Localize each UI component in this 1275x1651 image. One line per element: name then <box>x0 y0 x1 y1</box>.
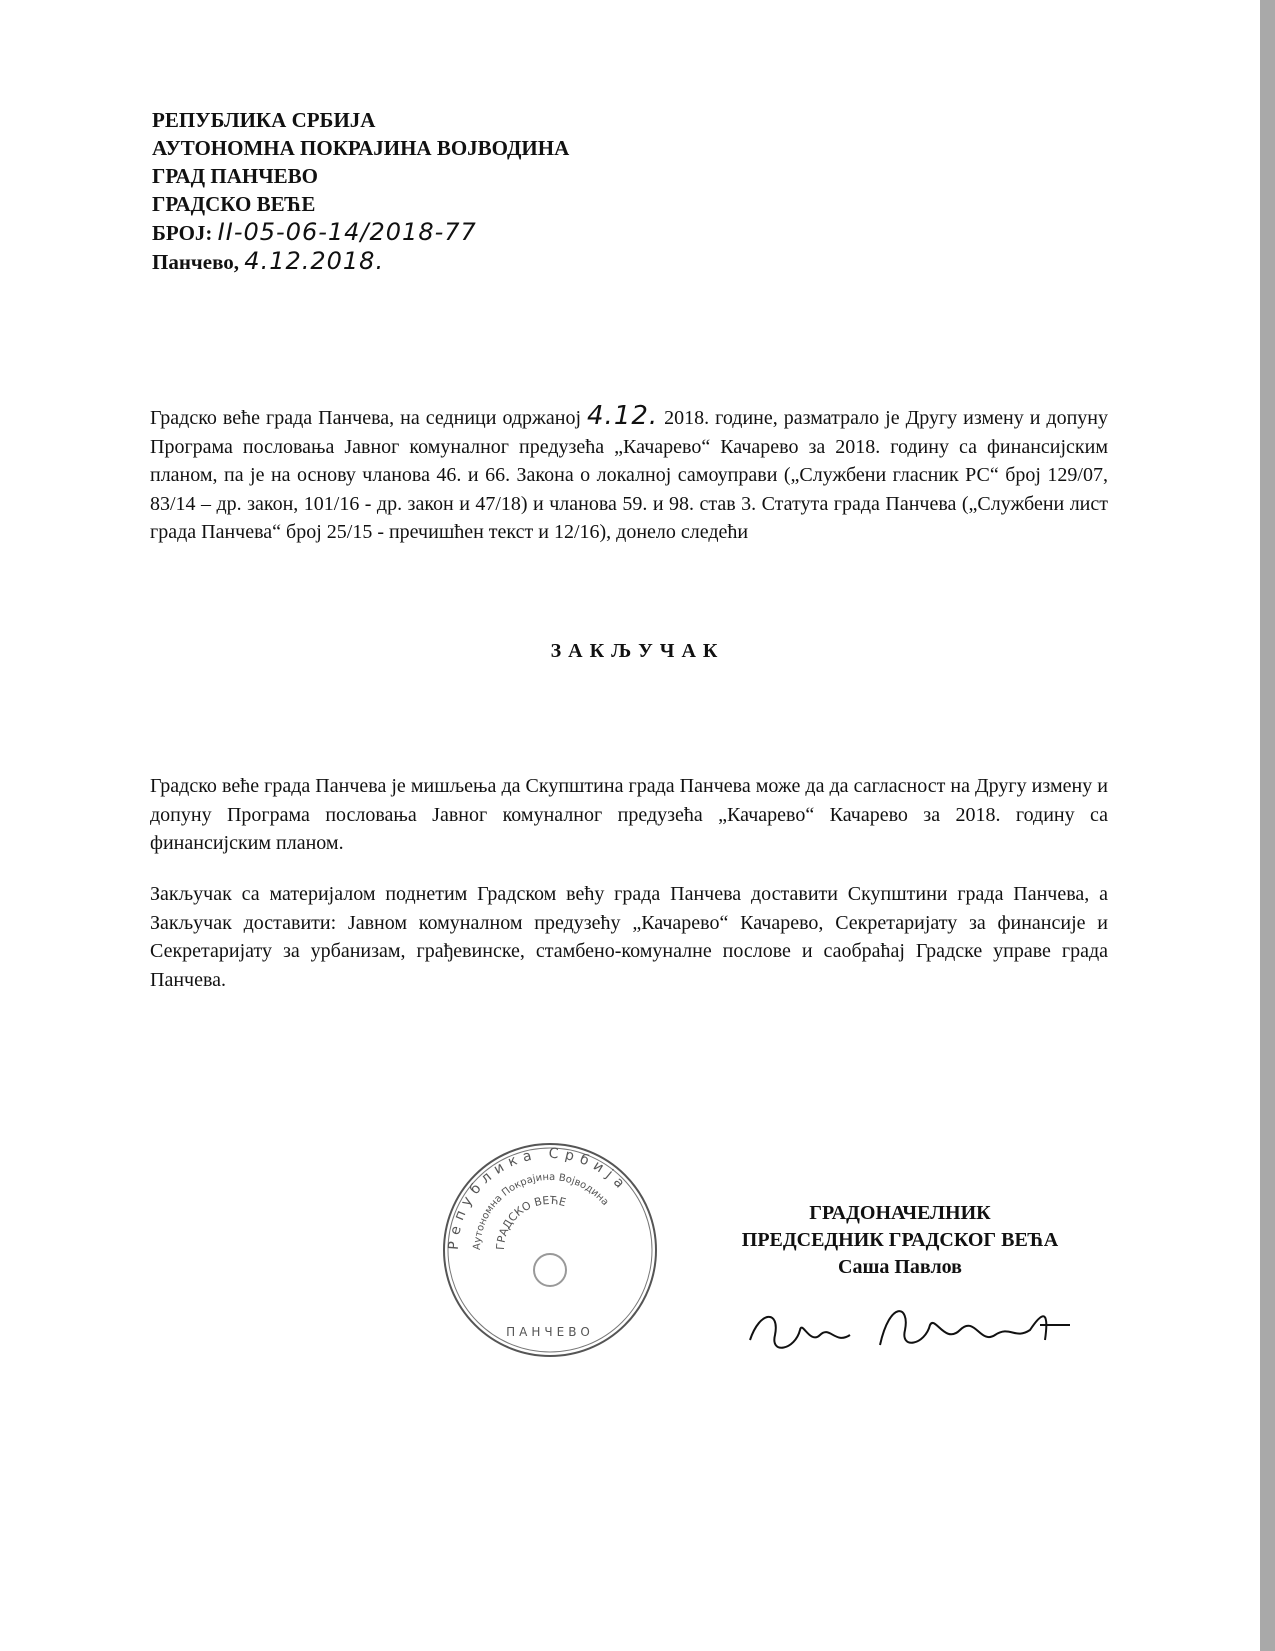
signature-block <box>700 1200 1100 1281</box>
body-paragraph: Градско веће града Панчева је мишљења да Скупштина града Панчева може да да сагласност на Другу измену и допуну Програма пословања Јавног комуналног предузећа „Качарево“ Качарево за 2018. годину са финансијским планом. <box>150 775 1108 854</box>
stamp-middle-text: Аутономна Покрајина Војводина <box>471 1171 611 1251</box>
header-line: ГРАДСКО ВЕЋЕ <box>152 192 316 216</box>
stamp-outer-text: Република Србија <box>445 1145 632 1251</box>
document-header <box>152 106 569 276</box>
intro-text: Градско веће града Панчева, на седници одржаној <box>150 407 588 429</box>
number-label: БРОЈ: <box>152 221 213 245</box>
document-title: ЗАКЉУЧАК <box>550 640 725 662</box>
header-line: ГРАД ПАНЧЕВО <box>152 164 318 188</box>
document-number <box>152 218 569 247</box>
signer-title: ПРЕДСЕДНИК ГРАДСКОГ ВЕЋА <box>741 1229 1059 1251</box>
session-date-handwritten: 4.12. <box>587 401 659 431</box>
official-stamp <box>440 1140 660 1360</box>
place-label: Панчево, <box>152 250 240 274</box>
scan-edge <box>1260 0 1275 1651</box>
stamp-emblem <box>534 1254 566 1286</box>
signer-name: Саша Павлов <box>838 1256 962 1278</box>
stamp-bottom-text: ПАНЧЕВО <box>506 1325 594 1339</box>
stamp-inner-text: ГРАДСКО ВЕЋЕ <box>493 1193 568 1251</box>
intro-paragraph <box>150 401 1108 547</box>
signer-title: ГРАДОНАЧЕЛНИК <box>809 1202 991 1224</box>
body-paragraph: Закључак са материјалом поднетим Градском већу града Панчева доставити Скупштини града Панчева, а Закључак доставити: Јавном комуналном предузећу „Качарево“ Качарево, Секретаријату за финансије и Секретаријату за урбанизам, грађевинске, стамбено-комуналне послове и саобраћај Градске управе града Панчева. <box>150 883 1108 991</box>
number-handwritten: II-05-06-14/2018-77 <box>217 218 477 246</box>
document-date <box>152 247 569 276</box>
header-line: РЕПУБЛИКА СРБИЈА <box>152 108 376 132</box>
intro-text: 2018. године, разматрало је Другу измену и допуну Програма пословања Јавног комуналног предузећа „Качарево“ Качарево за 2018. годину са финансијским планом, па је на основу чланова 46. и 66. Закона о локалној самоуправи („Службени гласник РС“ број 129/07, 83/14 – др. закон, 101/16 - др. закон и 47/18) и чланова 59. и 98. став 3. Статута града Панчева („Службени лист града Панчева“ број 25/15 - пречишћен текст и 12/16), донело следећи <box>150 407 1108 543</box>
handwritten-signature <box>740 1290 1100 1370</box>
header-line: АУТОНОМНА ПОКРАЈИНА ВОЈВОДИНА <box>152 136 570 160</box>
date-handwritten: 4.12.2018. <box>244 247 385 275</box>
